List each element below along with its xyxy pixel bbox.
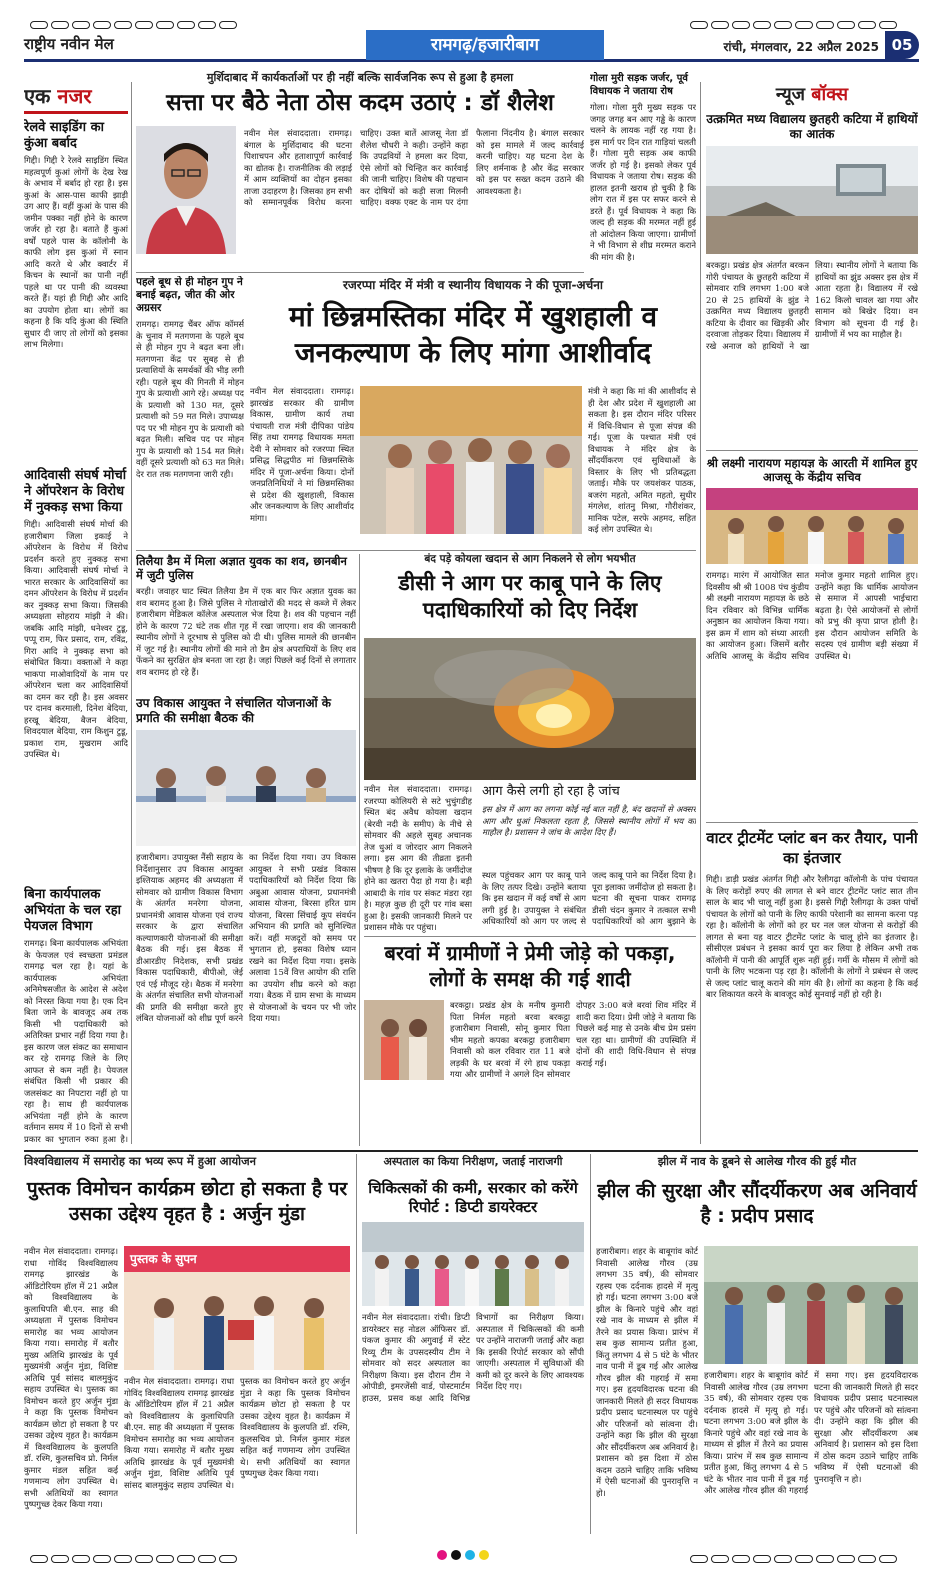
- masthead: [24, 30, 919, 62]
- top-story-kicker: मुर्शिदाबाद में कार्यकर्ताओं पर ही नहीं बल्कि सार्वजनिक रूप से हुआ है हमला: [206, 71, 514, 84]
- hospital-headline: चिकित्सकों की कमी, सरकार को करेंगे रिपोर्ट : डिप्टी डायरेक्टर: [368, 1179, 578, 1216]
- ek-nazar-headline-3: बिना कार्यपालक अभियंता के चल रहा पेयजल विभाग: [24, 887, 121, 934]
- vv-photo: [124, 1246, 350, 1370]
- coal-fire-story: [364, 552, 696, 936]
- jheel-headline: झील की सुरक्षा और सौंदर्यीकरण अब अनिवार्य है : प्रदीप प्रसाद: [597, 1180, 917, 1227]
- hospital-body: नवीन मेल संवाददाता। रांची। डिप्टी डायरेक्टर सह नोडल ऑफिसर डॉ. पंकज कुमार की अगुवाई में स्टेट रिव्यू टीम के उपसदस्यीय टीम ने सोमवार को सदर अस्पताल का निरीक्षण किया। इस दौरान टीम ने ओपीडी, इमरजेंसी वार्ड, पोस्टमार्टम हाउस, प्रसव कक्ष आदि विभिन्न विभागों का निरीक्षण किया। अस्पताल में चिकित्सकों की कमी पर उन्होंने नाराजगी जताई और कहा कि इसकी रिपोर्ट सरकार को सौंपी जाएगी। अस्पताल में सुविधाओं की कमी को दूर करने के लिए आवश्यक निर्देश दिए गए।: [362, 1312, 584, 1403]
- mohan-body: रामगढ़। रामगढ़ चैंबर ऑफ कॉमर्स के चुनाव में मतगणना के पहले बूथ से ही मोहन गुप ने बढ़त बना ली। मतगणना केंद्र पर सुबह से ही प्रत्याशियों के समर्थकों की भीड़ लगी रही। पहले बूथ की गिनती में मोहन गुप के प्रत्याशी आगे रहे। अध्यक्ष पद के प्रत्याशी को 130 मत, दूसरे प्रत्याशी को 59 मत मिले। उपाध्यक्ष पद पर भी मोहन गुप के प्रत्याशी को बढ़त मिली। सचिव पद पर मोहन गुप के प्रत्याशी को 154 मत मिले। वहीं दूसरे प्रत्याशी को 63 मत मिले। देर रात तक मतगणना जारी रही।: [136, 319, 244, 479]
- barwa-headline: बरवां में ग्रामीणों ने प्रेमी जोड़े को पकड़ा, लोगों के समक्ष की गई शादी: [384, 941, 676, 991]
- column-rule: [356, 1154, 357, 1534]
- coal-fire-photo: [364, 638, 696, 780]
- news-box-title: न्यूज बॉक्स: [775, 84, 849, 105]
- section-rule: [136, 550, 696, 551]
- ek-nazar-body-2: गिद्दी। आदिवासी संघर्ष मोर्चा की हजारीबाग जिला इकाई ने ऑपरेशन के विरोध में विरोध प्रदर्शन करते हुए नुक्कड़ सभा किया। आदिवासी संघर्ष मोर्चा ने भारत सरकार के आदिवासियों का दमन ऑपरेशन के विरोध में प्रदर्शन कर नुक्कड़ सभा किया। जिसकी अध्यक्षता सोहराय मांझी ने की। जबकि आदि मांझी, धनेश्वर टुडू, पप्पू राम, फिर प्रसाद, राम, रविंद्र, गिरा आदि ने नुक्कड़ सभा को संबोधित किया। वक्ताओं ने कहा भाकपा माओवादियों के नाम पर ऑपरेशन चला कर आदिवासियों का दमन कर रही है। इस अवसर पर दानव करमाली, दिनेश बेदिया, हरखू बेदिया, बैजन बेदिया, शिवदयाल बेदिया, राम किशुन टुडू, प्रकाश राम, मुखराम आदि उपस्थित थे।: [24, 519, 128, 759]
- vv-body-right: नवीन मेल संवाददाता। रामगढ़। राधा गोविंद विश्वविद्यालय रामगढ़ झारखंड के ऑडिटोरियम हॉल में 21 अप्रैल को विश्वविद्यालय के कुलाधिपति बी.एन. साह की अध्यक्षता में पुस्तक विमोचन समारोह का भव्य आयोजन किया गया। समारोह में बतौर मुख्य अतिथि झारखंड के पूर्व मुख्यमंत्री अर्जुन मुंडा, विशिष्ट अतिथि पूर्व सांसद बालमुकुंद सहाय उपस्थित थे। पुस्तक का विमोचन करते हुए अर्जुन मुंडा ने कहा कि पुस्तक विमोचन कार्यक्रम छोटा हो सकता है पर उसका उद्देश्य वृहत है। कार्यक्रम में विश्वविद्यालय के कुलपति डॉ. रश्मि, कुलसचिव प्रो. निर्मल कुमार मंडल सहित कई गणमान्य लोग उपस्थित थे। सभी अतिथियों का स्वागत पुष्पगुच्छ देकर किया गया।: [124, 1376, 350, 1490]
- upvikas-headline: उप विकास आयुक्त ने संचालित योजनाओं के प्रगति की समीक्षा बैठक की: [136, 696, 331, 725]
- coal-fire-kicker: बंद पड़े कोयला खदान से आग निकलने से लोग भयभीत: [424, 553, 636, 565]
- ek-nazar-title: एक नजर: [24, 82, 128, 114]
- bottom-strip-rule: [24, 1150, 918, 1152]
- news-box-column: [706, 82, 918, 1146]
- section-tab: रामगढ़/हजारीबाग: [366, 30, 604, 60]
- section-rule: [136, 272, 584, 273]
- registration-marks-top-left: [30, 14, 260, 22]
- column-rule: [359, 554, 360, 1146]
- registration-marks-bottom-left: [30, 1548, 260, 1556]
- rajrappa-headline: मां छिन्नमस्तिका मंदिर में खुशहाली व जनकल्याण के लिए मांगा आशीर्वाद: [288, 300, 658, 369]
- vv-body-left: नवीन मेल संवाददाता। रामगढ़। राधा गोविंद विश्वविद्यालय रामगढ़ झारखंड के ऑडिटोरियम हॉल में 21 अप्रैल को विश्वविद्यालय के कुलाधिपति बी.एन. साह की अध्यक्षता में पुस्तक विमोचन समारोह का भव्य आयोजन किया गया। समारोह में बतौर मुख्य अतिथि झारखंड के पूर्व मुख्यमंत्री अर्जुन मुंडा, विशिष्ट अतिथि पूर्व सांसद बालमुकुंद सहाय उपस्थित थे। पुस्तक का विमोचन करते हुए अर्जुन मुंडा ने कहा कि पुस्तक विमोचन कार्यक्रम छोटा हो सकता है पर उसका उद्देश्य वृहत है। कार्यक्रम में विश्वविद्यालय के कुलपति डॉ. रश्मि, कुलसचिव प्रो. निर्मल कुमार मंडल सहित कई गणमान्य लोग उपस्थित थे। सभी अतिथियों का स्वागत पुष्पगुच्छ देकर किया गया।: [24, 1246, 118, 1509]
- coal-fire-body-right: स्थल पहुंचकर आग पर काबू पाने के लिए तत्पर दिखे। उन्होंने बताया कि इस खदान में कई वर्षों से आग लगी हुई है। उपायुक्त ने संबंधित अधिकारियों को आग पर जल्द से जल्द काबू पाने का निर्देश दिया है। पूरा इलाका जमींदोज हो सकता है। घटना की सूचना पाकर रामगढ़ डीसी चंदन कुमार ने तत्काल सभी पदाधिकारियों को आग बुझाने के: [482, 870, 696, 926]
- couple-photo: [364, 1000, 444, 1080]
- coal-fire-photo-caption: आग कैसे लगी हो रहा है जांच: [482, 784, 620, 799]
- jheel-story: [596, 1154, 918, 1534]
- registration-marks-bottom-right: [690, 1548, 920, 1556]
- section-rule: [706, 450, 918, 451]
- top-story: [136, 70, 584, 270]
- registration-marks-top-right: [690, 14, 920, 22]
- paper-name: राष्ट्रीय नवीन मेल: [24, 35, 114, 53]
- page-number: 05: [885, 31, 919, 59]
- hospital-kicker: अस्पताल का किया निरीक्षण, जताई नाराजगी: [383, 1155, 563, 1168]
- column-rule: [700, 82, 701, 1144]
- top-story-headline: सत्ता पर बैठे नेता ठोस कदम उठाएं : डॉ शैलेश: [166, 90, 554, 116]
- hospital-photo: [362, 1222, 584, 1306]
- news-box-body-2: रामगढ़। मारंग में आयोजित सात दिवसीय श्री श्री 1008 पंच कुंडीय श्री लक्ष्मी नारायण महायज्ञ के छठे दिन रविवार को विभिन्न धार्मिक अनुष्ठान का आयोजन किया गया। इस क्रम में शाम को संध्या आरती का आयोजन हुआ। जिसमें बतौर अतिथि आजसू के केंद्रीय सचिव मनोज कुमार महतो शामिल हुए। उन्होंने कहा कि धार्मिक आयोजन से समाज में आपसी भाईचारा बढ़ता है। ऐसे आयोजनों से लोगों को प्रभु की कृपा प्राप्त होती है। इस दौरान आयोजन समिति के सदस्य एवं ग्रामीण बड़ी संख्या में उपस्थित थे।: [706, 570, 918, 661]
- barwa-body: बरकट्ठा। प्रखंड क्षेत्र के मनीष कुमारी पिता निर्मल महतो बरवा बरकट्ठा हजारीबाग निवासी, सोनू कुमार पिता भीम महतो कपका बरकट्ठा हजारीबाग निवासी को कल रविवार रात 11 बजे लड़की के घर बरवां में रंगे हाथ पकड़ा गया और ग्रामीणों ने अगले दिन सोमवार दोपहर 3:00 बजे बरवां शिव मंदिर में शादी करा दिया। प्रेमी जोड़े ने बताया कि पिछले कई माह से उनके बीच प्रेम प्रसंग चल रहा था। ग्रामीणों की उपस्थिति में दोनों की शादी विधि-विधान से संपन्न कराई गई।: [450, 1000, 696, 1079]
- section-rule: [364, 936, 696, 937]
- ek-nazar-body-1: गिद्दी। गिद्दी रे रेलवे साइडिंग स्थित महत्वपूर्ण कुआं लोगों के देख रेख के अभाव में बर्बाद हो रहा है। इस कुआं के आस-पास काफी झाड़ी उग आए हैं। वहीं कुआं के पास की जमीन पक्का नहीं होने के कारण जर्जर हो रहा है। बताते हैं कुआं वर्षों पहले पास के कॉलोनी के काफी लोग इस कुआं में स्नान आदि करते थे और क्वार्टर में किचन के स्थानों का पानी नहीं पहले था पर पानी की व्यवस्था करते हैं। यहां ही गिद्दी और आदि का उपयोग होता था। लोगों का कहना है कि यदि कुंआ की स्थिति सुधार दी जाए तो लोगों को इसका लाभ मिलेगा।: [24, 155, 128, 349]
- mohan-story: [136, 276, 244, 552]
- ek-nazar-headline-2: आदिवासी संघर्ष मोर्चा ने ऑपरेशन के विरोध में नुक्कड़ सभा किया: [24, 468, 127, 515]
- rajrappa-kicker: रजरप्पा मंदिर में मंत्री व स्थानीय विधायक ने की पूजा-अर्चना: [343, 278, 603, 292]
- dateline: रांची, मंगलवार, 22 अप्रैल 2025: [723, 40, 879, 54]
- upvikas-body: हजारीबाग। उपायुक्त नैंसी सहाय के निर्देशानुसार उप विकास आयुक्त इश्तियाक अहमद की अध्यक्षता में सोमवार को ग्रामीण विकास विभाग के अंतर्गत मनरेगा योजना, प्रधानमंत्री आवास योजना एवं राज्य सरकार के द्वारा संचालित कल्याणकारी योजनाओं की समीक्षा बैठक की गई। इस बैठक में डीआरडीए निदेशक, सभी प्रखंड विकास पदाधिकारी, बीपीओ, जेई एवं एई मौजूद रहे। बैठक में मनरेगा के अंतर्गत संचालित सभी योजनाओं की प्रगति की समीक्षा करते हुए लंबित योजनाओं को शीघ्र पूर्ण करने का निर्देश दिया गया। उप विकास आयुक्त ने सभी प्रखंड विकास पदाधिकारियों को निर्देश दिया कि अबुआ आवास योजना, प्रधानमंत्री आवास योजना, बिरसा हरित ग्राम योजना, बिरसा सिंचाई कूप संवर्धन अभियान की प्रगति को सुनिश्चित करें। वहीं मजदूरों को समय पर भुगतान हो, इसका विशेष ध्यान रखने का निर्देश दिया गया। इसके अलावा 15वें वित्त आयोग की राशि का उपयोग शीघ्र करने को कहा गया। बैठक में ग्राम सभा के माध्यम से योजनाओं के चयन पर भी जोर दिया गया।: [136, 852, 356, 1023]
- jheel-photo: [704, 1246, 918, 1364]
- news-box-headline-1: उत्क्रमित मध्य विद्यालय छुतहरी कटिया में हाथियों का आतंक: [706, 112, 918, 141]
- portrait-photo: [136, 126, 236, 254]
- news-box-body-1: बरकट्ठा। प्रखंड क्षेत्र अंतर्गत बरकन गोरी पंचायत के छुतहरी कटिया में सोमवार रात्रि लगभग 1:00 बजे 20 से 25 हाथियों के झुंड ने उत्क्रमित मध्य विद्यालय छुतहरी कटिया के दीवार का खिड़की और दरवाजा तोड़कर दिया। विद्यालय में रखे अनाज को हाथियों ने खा लिया। स्थानीय लोगों ने बताया कि हाथियों का झुंड अक्सर इस क्षेत्र में आता रहता है। विद्यालय में रखे 162 किलो चावल खा गया और सामान को बिखेर दिया। वन विभाग को सूचना दी गई है। ग्रामीणों में भय का माहौल है।: [706, 260, 918, 351]
- rajrappa-story: [250, 276, 696, 546]
- sadak-body: गोला। गोला मुरी मुख्य सड़क पर जगह जगह बन आए गड्ढे के कारण चलने के लायक नहीं रह गया है। इस मार्ग पर दिन रात गाड़ियां चलती हैं। गोला मुरी सड़क अब काफी जर्जर हो गई है। इसको लेकर पूर्व विधायक ने जताया रोष। सड़क की हालत इतनी खराब हो चुकी है कि लोग रात में इस पर सफर करने से डरते हैं। पूर्व विधायक ने कहा कि जल्द ही सड़क की मरम्मत नहीं हुई तो आंदोलन किया जाएगा। ग्रामीणों ने भी विभाग से शीघ्र मरम्मत कराने की मांग की है।: [590, 102, 696, 262]
- ek-nazar-body-3: रामगढ़। बिना कार्यपालक अभियंता के फेयजल एवं स्वच्छता प्रमंडल रामगढ़ चल रहा है। यहां के कार्यपालक अभियंता अनिमेषसजीत के आदेश से अदेश को निरस्त किया गया है। एक दिन बिता जाने के बावजूद अब तक किसी भी पदाधिकारी को अतिरिक्त प्रभार नहीं दिया गया है। इस कारण जल संकट का समाधान कर रहे रामगढ़ जिले के लिए आफत से कम नहीं है। पेयजल संबंधित किसी भी प्रकार की जलसंकट का निपटारा नहीं हो पा रहा है। साथ ही कार्यपालक अभियंता नहीं होने के कारण वर्तमान समय में 10 दिनों से सभी प्रकार का भुगतान रुका हुआ है।: [24, 938, 128, 1144]
- news-box-headline-3: वाटर ट्रीटमेंट प्लांट बन कर तैयार, पानी का इंतजार: [706, 829, 918, 867]
- coal-fire-body-left: नवीन मेल संवाददाता। रामगढ़। रजरप्पा कोलियरी से सटे भुचुंगडीह स्थित बंद अवैध कोयला खदान (बेरवी नदी के समीप) के नीचे से सोमवार की अहले सुबह अचानक तेज धुआं व जोरदार आग निकलने लगा। इस आग की तीव्रता इतनी भीषण है कि दूर इलाके के जमींदोज होने का खतरा पैदा हो गया है। बड़ी आबादी के गांव पर संकट मंडरा रहा है। महज़ कुछ ही दूरी पर गांव बसा हुआ है। इसकी जानकारी मिलने पर प्रशासन मौके पर पहुंचा।: [364, 784, 472, 932]
- coal-fire-headline: डीसी ने आग पर काबू पाने के लिए पदाधिकारियों को दिए निर्देश: [398, 571, 662, 622]
- vv-story: [24, 1154, 350, 1534]
- school-photo: [706, 146, 918, 254]
- jheel-kicker: झील में नाव के डूबने से आलेख गौरव की हुई मौत: [657, 1155, 857, 1168]
- mohan-caption: पहले बूथ से ही मोहन गुप ने बनाई बढ़त, जीत की ओर अग्रसर: [136, 276, 243, 314]
- color-dots: [436, 1546, 506, 1558]
- tilaiya-body: बरही। जवाहर घाट स्थित तिलैया डैम में एक बार फिर अज्ञात युवक का शव बरामद हुआ है। जिसे पुलिस ने गोताखोरों की मदद से कब्जे में लेकर हजारीबाग मेडिकल कॉलेज अस्पताल भेज दिया है। शव की पहचान नहीं होने के कारण 72 घंटे तक शीत गृह में रखा जाएगा। शव की जानकारी स्थानीय लोगों ने दूरभाष से पुलिस को दी थी। पुलिस मामले की छानबीन में जुट गई है। स्थानीय लोगों की माने तो डैम क्षेत्र अपराधियों के लिए शव फेंकने का सुरक्षित क्षेत्र बनता जा रहा है। जहां पिछले कई दिनों से लगातार शव बरामद हो रहे हैं।: [136, 586, 356, 677]
- top-story-body: नवीन मेल संवाददाता। रामगढ़। बंगाल के मुर्शिदाबाद की घटना पिशाचपन और हताशापूर्ण कार्रवाई का द्योतक है। राजनीतिक की लड़ाई में आम व्यक्तियों का दोहन इसका ताजा उदाहरण है। जिसका हम सभी को सम्मानपूर्वक विरोध करना चाहिए। उक्त बातें आजसू नेता डॉ शैलेश चौधरी ने कही। उन्होंने कहा कि उपद्रवियों ने हमला कर दिया, ऐसे लोगों को चिन्हित कर कार्रवाई की जानी चाहिए। विशेष की पहचान कर दोषियों को कड़ी सजा मिलनी चाहिए। वक्फ एक्ट के नाम पर दंगा फैलाना निंदनीय है। बंगाल सरकार को इस मामले में जल्द कार्रवाई करनी चाहिए। यह घटना देश के लिए शर्मनाक है और केंद्र सरकार को इस पर सख्त कदम उठाने की आवश्यकता है।: [244, 128, 584, 207]
- vv-headline: पुस्तक विमोचन कार्यक्रम छोटा हो सकता है पर उसका उद्देश्य वृहत है : अर्जुन मुंडा: [26, 1178, 348, 1225]
- vv-banner-text: पुस्तक के सुपन: [130, 1252, 197, 1266]
- sadak-story: [590, 72, 696, 272]
- sadak-headline: गोला मुरी सड़क जर्जर, पूर्व विधायक ने जताया रोष: [590, 73, 688, 97]
- jheel-body-left: हजारीबाग। शहर के बाबूगांव कोर्ट निवासी आलेख गौरव (उम्र लगभग 35 वर्ष), की सोमवार रहस्य एक दर्दनाक हादसे में मृत्यु हो गई। घटना लगभग 3:00 बजे झील के किनारे पहुंचे और वहां रखे नाव के माध्यम से झील में तैरने का प्रयास किया। प्रारंभ में सब कुछ सामान्य प्रतीत हुआ, किंतु लगभग 4 से 5 घंटे के भीतर नाव पानी में डूब गई और आलेख गौरव झील की गहराई में समा गए। इस हृदयविदारक घटना की जानकारी मिलते ही सदर विधायक प्रदीप प्रसाद घटनास्थल पर पहुंचे और परिजनों को सांत्वना दी। उन्होंने कहा कि झील की सुरक्षा और सौंदर्यीकरण अब अनिवार्य है। प्रशासन को इस दिशा में ठोस कदम उठाने चाहिए ताकि भविष्य में ऐसी घटनाओं की पुनरावृत्ति न हो।: [596, 1246, 698, 1498]
- section-rule: [706, 822, 918, 823]
- tilaiya-headline: तिलैया डैम में मिला अज्ञात युवक का शव, छानबीन में जुटी पुलिस: [136, 554, 347, 582]
- upvikas-story: [136, 696, 356, 1146]
- news-box-body-3: गिद्दी। डाड़ी प्रखंड अंतर्गत गिद्दी और रैलीगढ़ा कॉलोनी के पांच पंचायत के लिए करोड़ों रुपए की लागत से बने वाटर ट्रीटमेंट प्लांट सात तीन साल के बाद भी चालू नहीं हुआ है। इससे गिद्दी रैलीगढ़ा के उक्त पांचों पंचायत के लोगों को पानी के लिए काफी परेशानी का सामना करना पड़ रहा है। कॉलोनी के लोगों को हर घर नल जल योजना से करोड़ों की लागत से बना यह वाटर ट्रीटमेंट प्लांट के चालू होने का इंतजार है। सीसीएल प्रबंधन ने इसका कार्य पूरा कर लिया है लेकिन अभी तक कॉलोनी में पानी की आपूर्ति शुरू नहीं हुई। गर्मी के मौसम में लोगों को पानी के लिए भटकना पड़ रहा है। कॉलोनी के लोगों ने प्रबंधन से जल्द से जल्द प्लांट चालू कराने की मांग की है। लोगों का कहना है कि कई बार शिकायत करने के बावजूद कोई सुनवाई नहीं हो रही है।: [706, 874, 918, 999]
- yagya-photo: [706, 488, 918, 564]
- rajrappa-photo: [360, 386, 582, 534]
- column-rule: [590, 1154, 591, 1534]
- rajrappa-body-right: मंत्री ने कहा कि मां की आशीर्वाद से ही देश और प्रदेश में खुशहाली आ सकता है। इस दौरान मंदिर परिसर में विधि-विधान से पूजा संपन्न की गई। पूजा के पश्चात मंत्री एवं विधायक ने मंदिर क्षेत्र के सौंदर्यीकरण एवं सुविधाओं के विस्तार के लिए भी प्रतिबद्धता जताई। मौके पर जयशंकर पाठक, बजरंग महतो, अमित महतो, सुधीर मंगलेश, शांतनु मिश्रा, गौरीशंकर, मानिक पटेल, सरफे अहमद, सहित कई लोग उपस्थित थे।: [588, 386, 696, 534]
- column-rule: [131, 82, 132, 1144]
- ek-nazar-column: [24, 82, 128, 1144]
- hospital-story: [362, 1154, 584, 1534]
- vv-kicker: विश्वविद्यालय में समारोह का भव्य रूप में हुआ आयोजन: [24, 1154, 257, 1168]
- rajrappa-body-left: नवीन मेल संवाददाता। रामगढ़। झारखंड सरकार की ग्रामीण विकास, ग्रामीण कार्य तथा पंचायती राज मंत्री दीपिका पांडेय सिंह तथा रामगढ़ विधायक ममता देवी ने सोमवार को रजरप्पा स्थित प्रसिद्ध सिद्धपीठ मां छिन्नमस्तिके मंदिर में पूजा-अर्चना किया। दोनों जनप्रतिनिधियों ने मां छिन्नमस्तिका से प्रदेश की खुशहाली, विकास और जनकल्याण के लिए आशीर्वाद मांगा।: [250, 386, 354, 523]
- coal-fire-photo-subcaption: इस क्षेत्र में आग का लगना कोई नई बात नहीं है, बंद खदानों से अक्सर आग और धुआं निकलता रहता है, जिससे स्थानीय लोगों में भय का माहौल है। प्रशासन ने जांच के आदेश दिए हैं।: [482, 804, 696, 837]
- meeting-photo: [136, 730, 356, 846]
- jheel-body-right: हजारीबाग। शहर के बाबूगांव कोर्ट निवासी आलेख गौरव (उम्र लगभग 35 वर्ष), की सोमवार रहस्य एक दर्दनाक हादसे में मृत्यु हो गई। घटना लगभग 3:00 बजे झील के किनारे पहुंचे और वहां रखे नाव के माध्यम से झील में तैरने का प्रयास किया। प्रारंभ में सब कुछ सामान्य प्रतीत हुआ, किंतु लगभग 4 से 5 घंटे के भीतर नाव पानी में डूब गई और आलेख गौरव झील की गहराई में समा गए। इस हृदयविदारक घटना की जानकारी मिलते ही सदर विधायक प्रदीप प्रसाद घटनास्थल पर पहुंचे और परिजनों को सांत्वना दी। उन्होंने कहा कि झील की सुरक्षा और सौंदर्यीकरण अब अनिवार्य है। प्रशासन को इस दिशा में ठोस कदम उठाने चाहिए ताकि भविष्य में ऐसी घटनाओं की पुनरावृत्ति न हो।: [704, 1370, 918, 1495]
- tilaiya-story: [136, 554, 356, 694]
- barwa-story: [364, 940, 696, 1146]
- news-box-headline-2: श्री लक्ष्मी नारायण महायज्ञ के आरती में शामिल हुए आजसू के केंद्रीय सचिव: [706, 456, 918, 484]
- ek-nazar-headline-1: रेलवे साइडिंग का कुंआ बर्बाद: [24, 120, 104, 151]
